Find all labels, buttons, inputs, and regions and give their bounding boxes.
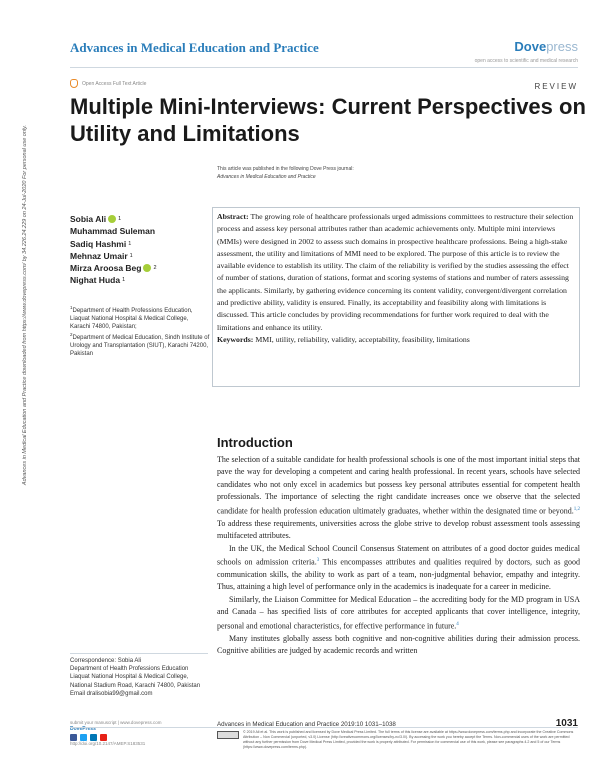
footer-citation: Advances in Medical Education and Practice 2019:10 1031–1038 (217, 721, 396, 728)
author-name[interactable]: Mehnaz Umair (70, 250, 128, 261)
affiliation-sup: 1 (129, 252, 133, 259)
youtube-icon[interactable] (100, 734, 107, 741)
footer-left (70, 720, 161, 747)
keywords-label: Keywords: (217, 334, 254, 344)
submit-manuscript-link[interactable]: submit your manuscript | www.dovepress.com (70, 720, 162, 725)
facebook-icon[interactable] (70, 734, 77, 741)
affiliation-sup: 2 (70, 332, 73, 338)
abstract (217, 211, 577, 346)
open-access-icon (70, 79, 78, 88)
affiliation-sup: 1 (122, 277, 126, 284)
dovepress-logo[interactable]: DovePress (70, 726, 96, 732)
correspondence-line: Liaquat National Hospital & Medical College, National Stadium Road, Karachi 74800, Pakistan (70, 674, 201, 689)
author-name[interactable]: Nighat Huda (70, 275, 121, 286)
author-list (70, 213, 157, 287)
paragraph: Similarly, the Liaison Committee for Medical Education – the accrediting body for the MD program in USA and Canada – has specified lists of core attributes for accepted applicants that cover intelligence, integrity, personal and emotional characteristics, for effective performance in future.$^4$ (217, 594, 580, 631)
publisher-logo-part-b: press (546, 39, 578, 54)
affiliation-sup: 1 (128, 240, 132, 247)
citation-sup[interactable]: 1,2 (573, 506, 580, 512)
affiliation-item (70, 331, 210, 358)
page-number: 1031 (555, 718, 578, 729)
cc-license-badge[interactable] (217, 731, 239, 739)
article-title: Multiple Mini-Interviews: Current Perspectives on Utility and Limitations (70, 94, 586, 146)
author-item (70, 238, 157, 250)
license-text: © 2019 Ali et al. This work is published and licensed by Dove Medical Press Limited. The full terms of this license are available at https://www.dovepress.com/terms.php and incorporate the Creative Commons Attribution – Non Commercial (unported, v3.0) License (http://creativecommons.org/licenses/by-nc/3.0/). By accessing the work you hereby accept the Terms. Non-commercial uses of the work are permitted without any further permission from Dove Medical Press Limited, provided the work is properly attributed. For permission for commercial use of this work, please see paragraphs 4.2 and 5 of our Terms (https://www.dovepress.com/terms.php). (243, 730, 574, 749)
orcid-icon[interactable] (108, 215, 116, 223)
paragraph: Many institutes globally assess both cognitive and non-cognitive abilities during their admission process. Cognitive abilities are judged by academic records and written (217, 633, 580, 656)
introduction-body (217, 454, 580, 657)
author-item (70, 262, 157, 274)
author-name[interactable]: Sadiq Hashmi (70, 238, 127, 249)
open-access-row (70, 79, 146, 88)
affiliation-sup: 1 (70, 305, 73, 310)
author-name[interactable]: Sobia Ali (70, 214, 107, 224)
affiliation-sup: 1 (118, 216, 122, 222)
publisher-tagline: open access to scientific and medical research (474, 58, 578, 64)
citation-sup[interactable]: 4 (456, 621, 459, 627)
correspondence-label: Correspondence: Sobia Ali (70, 658, 142, 664)
author-item (70, 213, 157, 225)
publisher-logo-part-a: Dove (514, 39, 547, 54)
publisher-logo[interactable] (514, 39, 578, 54)
author-name[interactable]: Muhammad Suleman (70, 226, 156, 237)
affiliation-item (70, 304, 210, 331)
linkedin-icon[interactable] (90, 734, 97, 741)
publication-note (217, 165, 354, 181)
download-side-note (22, 125, 32, 605)
author-name[interactable]: Mirza Aroosa Beg (70, 263, 142, 274)
correspondence-rule (70, 653, 208, 654)
journal-name: Advances in Medical Education and Practice (70, 40, 319, 55)
keywords-text: MMI, utility, reliability, validity, acceptability, feasibility, limitations (255, 334, 470, 344)
correspondence-line: Department of Health Professions Education (70, 666, 189, 673)
open-access-label: Open Access Full Text Article (82, 80, 147, 87)
author-item (70, 225, 157, 237)
doi-link[interactable]: http://doi.org/10.2147/AMEP.S183531 (70, 741, 146, 746)
header-rule (70, 67, 578, 68)
author-item (70, 250, 157, 262)
twitter-icon[interactable] (80, 734, 87, 741)
paragraph: In the UK, the Medical School Council Consensus Statement on attributes of a good doctor guides medical schools on admission criteria.$^3$ This encompasses attributes and qualities required by doctors, such as good communication skills, the ability to work as part of a team, non-judgmental behavior, empathy and integrity. Thus, attaining a high level of performance only in the academics is inadequate for a career in medicine. (217, 543, 581, 592)
publication-note-line1: This article was published in the following Dove Press journal: (217, 166, 354, 172)
orcid-icon[interactable] (143, 264, 151, 272)
paragraph: The selection of a suitable candidate for health professional schools is one of the most important initial steps that pave the way for developing a competent and caring health professional. In recent years, schools have selected candidates who not only excel in academics but possess key personal attributes essential for competent health professionals. The importance of selecting the right candidate increases once we observe that the selected candidate for health profession education ultimately graduates, whether within the designated time or beyond.$^{1,2}$ To address these requirements, universities across the globe strive to develop robust assessment tools assessing multifaceted attributes. (217, 455, 580, 541)
author-item (70, 274, 157, 286)
abstract-text: The growing role of healthcare professionals urged admissions committees to restructure their selection process and assess key personal attributes rather than academic achievements only. Multiple mini interviews (MMIs) were designed in 2002 to assess such domains in prospective healthcare professions. Being a high-stake assessment, the utility and limitations of MMI need to be explored. The purpose of this article is to review the available evidence to establish its utility. The claim of the reliability is verified by the studies assessing the effect of number of stations, duration of stations, format and scoring systems of stations and number of raters assessing the applicants. Similarly, by gathering evidence concerning its content validity, convergent/divergent correlation and predictive ability, validity is ensured. Finally, its acceptability and feasibility along with limitations is discussed. This article concludes by providing recommendations for further work required to deal with the limitations and enhance its utility. (217, 212, 574, 332)
download-side-note-text: Advances in Medical Education and Practice downloaded from https://www.dovepress.com/ by 34.226.24.229 on 24-Jul-2020 For personal use only. (22, 125, 28, 486)
publication-note-journal: Advances in Medical Education and Practice (217, 174, 316, 180)
affiliation-text: Department of Health Professions Education, Liaquat National Hospital & Medical College, Karachi 74800, Pakistan; (70, 308, 193, 331)
introduction-heading: Introduction (217, 435, 293, 450)
affiliation-text: Department of Medical Education, Sindh Institute of Urology and Transplantation (SIUT), Karachi 74200, Pakistan (70, 335, 210, 358)
affiliation-sup: 2 (153, 265, 157, 272)
citation-sup[interactable]: 3 (316, 557, 320, 563)
article-type: REVIEW (534, 82, 578, 91)
abstract-label: Abstract: (217, 212, 249, 221)
footer-rule (70, 727, 578, 728)
social-icons (70, 734, 161, 741)
correspondence (70, 657, 210, 698)
affiliations (70, 304, 210, 359)
correspondence-email[interactable]: Email dralisobia99@gmail.com (70, 690, 153, 697)
